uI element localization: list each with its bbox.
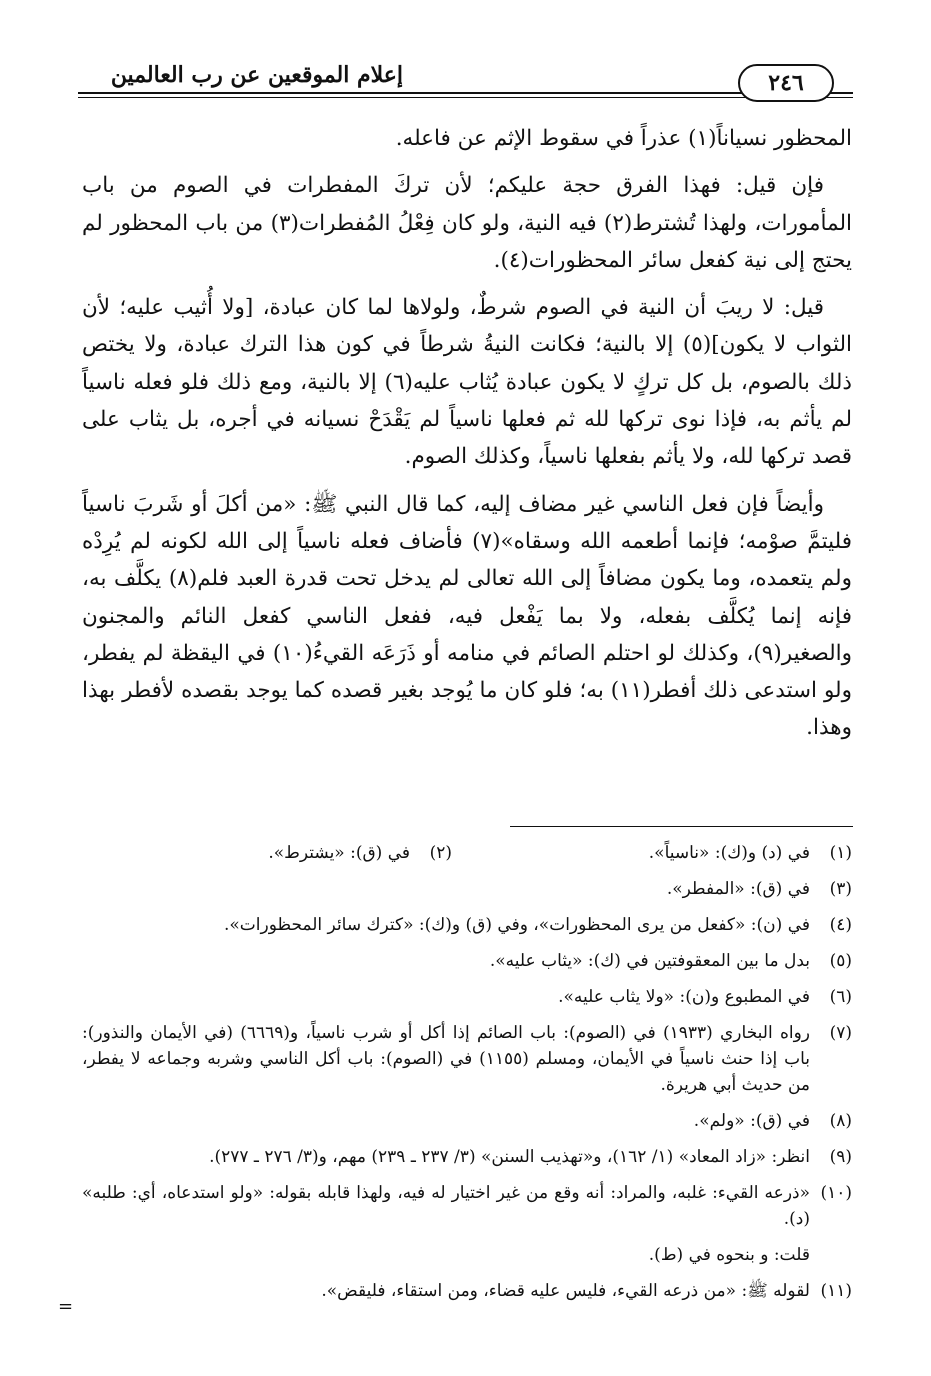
footnote-number: (٤) — [829, 915, 852, 935]
page-number: ٢٤٦ — [738, 64, 834, 102]
header-rule-thin — [78, 97, 853, 98]
footnote — [82, 1144, 852, 1170]
footnote-text: في (ق): «يشترط». — [268, 843, 410, 863]
footnote-text: لقوله ﷺ: «من ذرعه القيء، فليس عليه قضاء، ومن استقاء، فليقض». — [321, 1281, 810, 1301]
footnote — [82, 876, 852, 902]
footnote-number: (٢) — [429, 843, 452, 863]
footnote — [82, 1020, 852, 1098]
footnote — [82, 1180, 852, 1232]
footnote — [82, 912, 852, 938]
footnote-number: (٩) — [829, 1147, 852, 1167]
footnote — [82, 984, 852, 1010]
footnote-text: انظر: «زاد المعاد» (١/ ١٦٢)، و«تهذيب السنن» (٣/ ٢٣٧ ـ ٢٣٩) مهم، و(٣/ ٢٧٦ ـ ٢٧٧). — [209, 1147, 810, 1167]
footnote-number: (٦) — [829, 987, 852, 1007]
footnote-note: قلت: و بنحوه في (ط). — [648, 1245, 810, 1265]
paragraph: المحظور نسياناً(١) عذراً في سقوط الإثم عن فاعله. — [395, 126, 852, 151]
footnote-number: (٥) — [829, 951, 852, 971]
footnote-text: «ذرعه القيء: غلبه، والمراد: أنه وقع من غير اختيار له فيه، ولهذا قابله بقوله: «ولو استدعاه، أي: طلبه» (د). — [82, 1183, 810, 1229]
footnote — [82, 1108, 852, 1134]
paragraph: قيل: لا ريبَ أن النية في الصوم شرطٌ، ولولاها لما كان عبادة، [ولا أُثيب عليه؛ لأن الثواب لا يكون](٥) إلا بالنية؛ فكانت النيةُ شرطاً في كون هذا الترك عبادة، ولا يختص ذلك بالصوم، بل كل تركٍ لا يكون عبادة يُثاب عليه(٦) إلا بالنية، ومع ذلك فلو فعله ناسياً لم يأثم به، فإذا نوى تركها لله ثم فعلها ناسياً لم يَقْدَحْ نسيانه في أجره، بل يثاب على قصد تركها لله، ولا يأثم بفعلها ناسياً، وكذلك الصوم. — [82, 295, 853, 470]
footnote — [82, 1278, 852, 1304]
footnote — [268, 840, 452, 866]
footnote-row — [82, 840, 852, 866]
footnote-number: (١٠) — [820, 1183, 852, 1203]
footnote-text: رواه البخاري (١٩٣٣) في (الصوم): باب الصائم إذا أكل أو شرب ناسياً، و(٦٦٦٩) (في الأيمان والنذور): باب إذا حنث ناسياً في الأيمان، ومسلم (١١٥٥) في (الصوم): باب أكل الناسي وشربه وجماعه لا يفطر، من حديث أبي هريرة. — [82, 1023, 810, 1095]
running-title: إعلام الموقعين عن رب العالمين — [110, 62, 403, 88]
footnote-text: في (ق): «ولم». — [693, 1111, 810, 1131]
main-text — [82, 120, 852, 757]
footnote-text: في (د) و(ك): «ناسياً». — [648, 843, 810, 863]
footnote-text: في (ن): «كفعل من يرى المحظورات»، وفي (ق) و(ك): «كترك سائر المحظورات». — [223, 915, 810, 935]
continuation-mark: = — [58, 1296, 74, 1317]
header-rule — [78, 92, 853, 94]
paragraph: فإن قيل: فهذا الفرق حجة عليكم؛ لأن تركَ المفطرات في الصوم من باب المأمورات، ولهذا تُشترط(٢) فيه النية، ولو كان فِعْلُ المُفطرات(٣) من باب المحظور لم يحتج إلى نية كفعل سائر المحظورات(٤). — [82, 173, 852, 273]
footnote — [452, 840, 852, 866]
footnote-text: في المطبوع و(ن): «ولا يثاب عليه». — [558, 987, 810, 1007]
footnote-separator — [510, 826, 853, 827]
footnote-number: (٣) — [829, 879, 852, 899]
footnote-number: (٨) — [829, 1111, 852, 1131]
footnote-text: في (ق): «المفطر». — [666, 879, 810, 899]
footnotes — [82, 840, 852, 1314]
footnote-number: (١١) — [820, 1281, 852, 1301]
footnote — [82, 948, 852, 974]
footnote-number: (٧) — [829, 1023, 852, 1043]
footnote-text: بدل ما بين المعقوفتين في (ك): «يثاب عليه». — [489, 951, 810, 971]
paragraph: وأيضاً فإن فعل الناسي غير مضاف إليه، كما قال النبي ﷺ: «من أكلَ أو شَربَ ناسياً فليتمَّ صوْمه؛ فإنما أطعمه الله وسقاه»(٧) فأضاف فعله ناسياً إلى الله لكونه لم يُرِدْه ولم يتعمده، وما يكون مضافاً إلى الله تعالى لم يدخل تحت قدرة العبد فلم(٨) يكلَّف به، فإنه إنما يُكلَّف بفعله، ولا بما يَفْعل فيه، ففعل الناسي كفعل النائم والمجنون والصغير(٩)، وكذلك لو احتلم الصائم في منامه أو ذَرَعَه القيءُ(١٠) في اليقظة لم يفطر، ولو استدعى ذلك أفطر(١١) به؛ فلو كان ما يُوجد بغير قصده كما يوجد بقصده لأفطر بهذا وهذا. — [82, 491, 852, 741]
footnote-number: (١) — [829, 843, 852, 863]
page-header — [78, 58, 853, 102]
